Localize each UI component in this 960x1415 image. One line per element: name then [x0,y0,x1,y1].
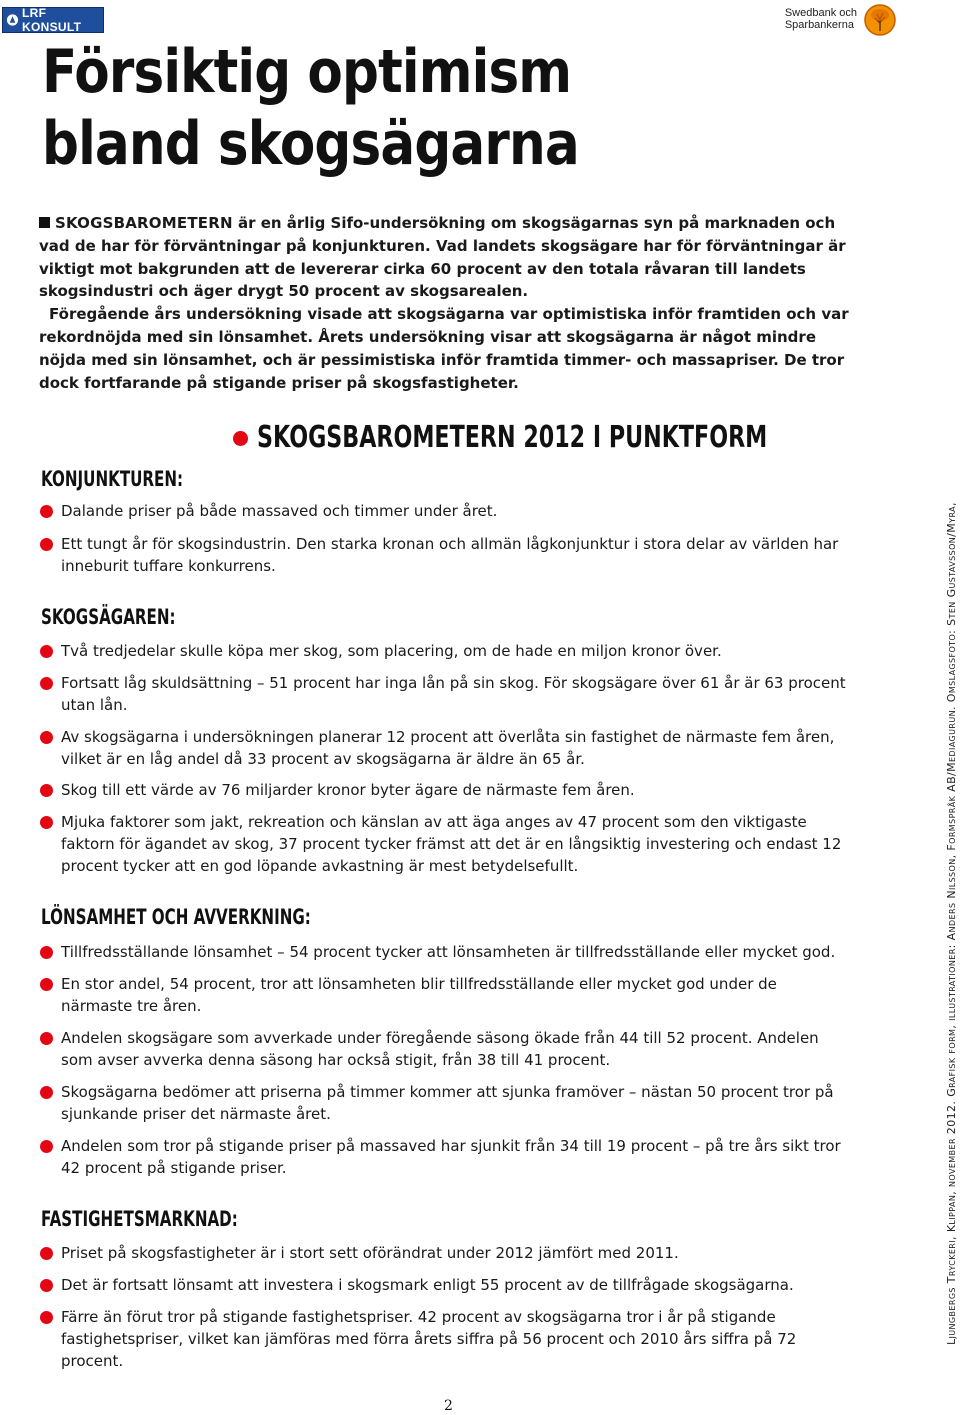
red-bullet-icon [40,731,53,744]
list-item: En stor andel, 54 procent, tror att lönsamheten blir tillfredsställande eller mycket god under de närmaste tre åren. [40,973,852,1017]
heading-fastighetsmarknad: FASTIGHETSMARKNAD: [41,1207,238,1231]
list-item: Priset på skogsfastigheter är i stort sett oförändrat under 2012 jämfört med 2011. [40,1242,852,1264]
red-bullet-icon [40,1086,53,1099]
red-bullet-icon [40,946,53,959]
swedbank-oak-icon [864,4,896,36]
list-item: Skog till ett värde av 76 miljarder kronor byter ägare de närmaste fem åren. [40,779,852,801]
list-item: Andelen som tror på stigande priser på massaved har sjunkit från 34 till 19 procent – på tre års sikt tror 42 procent på stigande priser. [40,1135,852,1179]
title-line-2: bland skogsägarna [42,109,579,179]
red-bullet-icon [40,1032,53,1045]
lrf-logo-text: LRF KONSULT [22,6,82,34]
red-dot-icon [233,431,248,446]
heading-skogsagaren: SKOGSÄGAREN: [41,605,176,629]
list-item: Två tredjedelar skulle köpa mer skog, som placering, om de hade en miljon kronor över. [40,640,852,662]
list-item: Dalande priser på både massaved och timmer under året. [40,500,852,522]
list-item: Andelen skogsägare som avverkade under föregående säsong ökade från 44 till 52 procent. Andelen som avser avverka denna säsong har också stigit, från 38 till 41 procent. [40,1027,852,1071]
red-bullet-icon [40,816,53,829]
intro-paragraph-2: Föregående års undersökning visade att skogsägarna var optimistiska inför framtiden och var rekordnöjda med sin lönsamhet. Årets undersökning visar att skogsägarna är något mindre nöjda med sin lönsamhet, och är pessimistiska inför framtida timmer- och massapriser. De tror dock fortfarande på stigande priser på skogsfastigheter. [39,305,849,392]
list-item: Tillfredsställande lönsamhet – 54 procent tycker att lönsamheten är tillfredsställande eller mycket god. [40,941,852,963]
red-bullet-icon [40,978,53,991]
page-number: 2 [444,1398,453,1414]
red-bullet-icon [40,1279,53,1292]
heading-konjunkturen: KONJUNKTUREN: [41,467,184,491]
colophon-vertical: Ljungbergs Tryckeri, Klippan, november 2012. Grafisk form, illustrationer: Anders Nilsson, Formspråk AB/Mediagurun. Omslagsfoto: Sten Gustavsson/Myra, [945,502,958,1345]
square-bullet-icon [39,217,50,228]
lrf-konsult-logo [2,7,104,33]
list-item: Mjuka faktorer som jakt, rekreation och känslan av att äga anges av 47 procent som den viktigaste faktorn för ägandet av skog, 37 procent tycker främst att det är en långsiktig investering och endast 12 procent tycker att en god löpande avkastning är mest betydelsefullt. [40,811,852,877]
intro-paragraph-1: SKOGSBAROMETERN är en årlig Sifo-undersökning om skogsägarnas syn på marknaden och vad de har för förväntningar på konjunkturen. Vad landets skogsägare har för förväntningar är viktigt mot bakgrunden att de levererar cirka 60 procent av den totala råvaran till landets skogsindustri och äger drygt 50 procent av skogsarealen. [39,214,846,301]
title-line-1: Försiktig optimism [42,37,572,107]
red-bullet-icon [40,505,53,518]
intro-text [39,212,854,394]
red-bullet-icon [40,1140,53,1153]
page-title [42,36,579,180]
lrf-leaf-icon [6,13,19,27]
list-item: Fortsatt låg skuldsättning – 51 procent har inga lån på sin skog. För skogsägare över 61 år är 63 procent utan lån. [40,672,852,716]
list-item: Skogsägarna bedömer att priserna på timmer kommer att sjunka framöver – nästan 50 procent tror på sjunkande priser det närmaste året. [40,1081,852,1125]
red-bullet-icon [40,1247,53,1260]
list-item: Av skogsägarna i undersökningen planerar 12 procent att överlåta sin fastighet de närmaste fem åren, vilket är en låg andel då 33 procent av skogsägarna är äldre än 65 år. [40,726,852,770]
red-bullet-icon [40,784,53,797]
heading-lonsamhet: LÖNSAMHET OCH AVVERKNING: [41,905,311,929]
red-bullet-icon [40,1311,53,1324]
list-item: Det är fortsatt lönsamt att investera i skogsmark enligt 55 procent av de tillfrågade skogsägarna. [40,1274,852,1296]
red-bullet-icon [40,677,53,690]
red-bullet-icon [40,645,53,658]
list-item: Ett tungt år för skogsindustrin. Den starka kronan och allmän lågkonjunktur i stora delar av världen har inneburit tuffare konkurrens. [40,533,852,577]
section-main-heading: SKOGSBAROMETERN 2012 I PUNKTFORM [233,420,947,456]
list-item: Färre än förut tror på stigande fastighetspriser. 42 procent av skogsägarna tror i år på stigande fastighetspriser, vilket kan jämföras med förra årets siffra på 56 procent och 2010 års siffra på 72 procent. [40,1306,852,1372]
red-bullet-icon [40,538,53,551]
swedbank-logo-text: Swedbank och Sparbankerna [784,7,857,31]
